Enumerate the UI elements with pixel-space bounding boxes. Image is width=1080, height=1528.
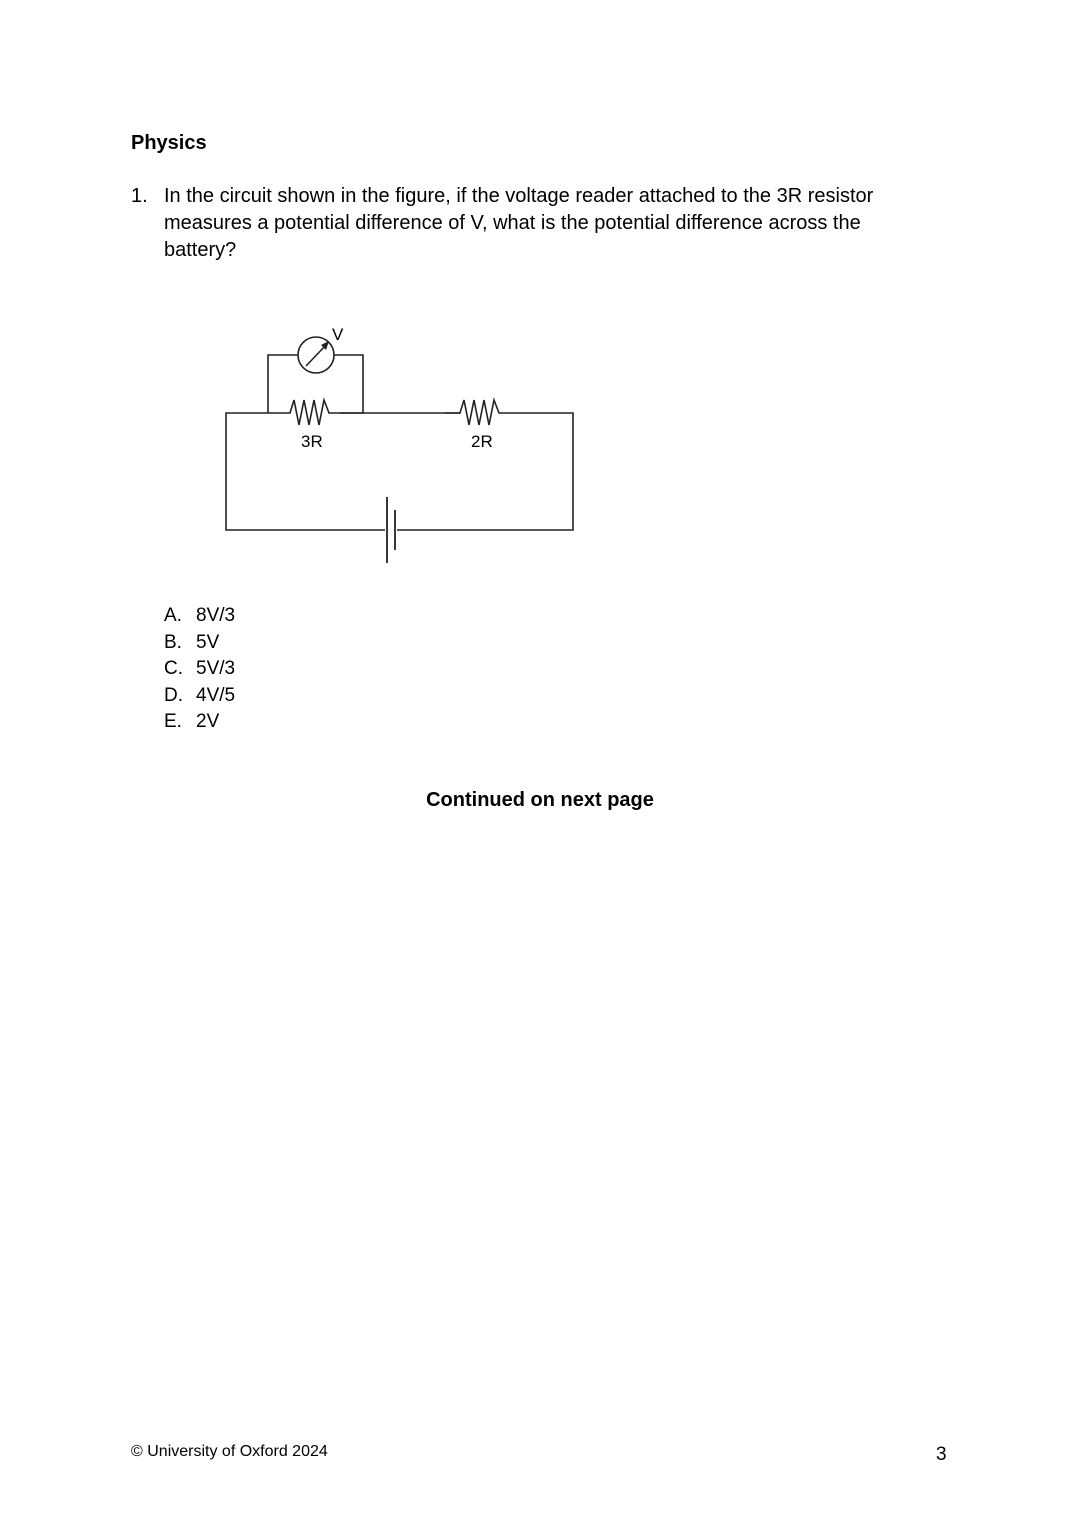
option-letter: B.	[164, 631, 182, 653]
option-text: 4V/5	[196, 684, 236, 706]
resistor-2r	[445, 400, 510, 425]
option-text: 2V	[196, 711, 220, 732]
option-letter: E.	[164, 711, 182, 732]
option-letter: D.	[164, 684, 183, 706]
option-b	[164, 630, 235, 657]
option-a	[164, 603, 235, 630]
option-letter: A.	[164, 605, 182, 626]
circuit-diagram	[220, 320, 582, 570]
option-c	[164, 656, 235, 683]
question-text: In the circuit shown in the figure, if the voltage reader attached to the 3R resistor measures a potential difference of V, what is the potential difference across the battery?	[164, 185, 874, 261]
option-letter: C.	[164, 658, 183, 679]
voltmeter-label: V	[332, 325, 344, 344]
resistor-3r-label: 3R	[301, 432, 323, 451]
circuit-figure	[220, 320, 582, 570]
option-text: 8V/3	[196, 605, 236, 626]
resistor-3r	[268, 400, 340, 425]
option-text: 5V/3	[196, 658, 236, 679]
wire-left	[226, 413, 385, 530]
wire-right	[397, 413, 573, 530]
resistor-2r-label: 2R	[471, 432, 493, 451]
answer-options	[164, 603, 235, 736]
copyright-footer: © University of Oxford 2024	[131, 1443, 328, 1460]
question-number: 1.	[131, 185, 148, 207]
option-text: 5V	[196, 631, 220, 653]
option-e	[164, 709, 235, 736]
continued-note: Continued on next page	[426, 789, 654, 811]
option-d	[164, 683, 235, 710]
page-number: 3	[936, 1444, 947, 1465]
section-title: Physics	[131, 132, 207, 154]
